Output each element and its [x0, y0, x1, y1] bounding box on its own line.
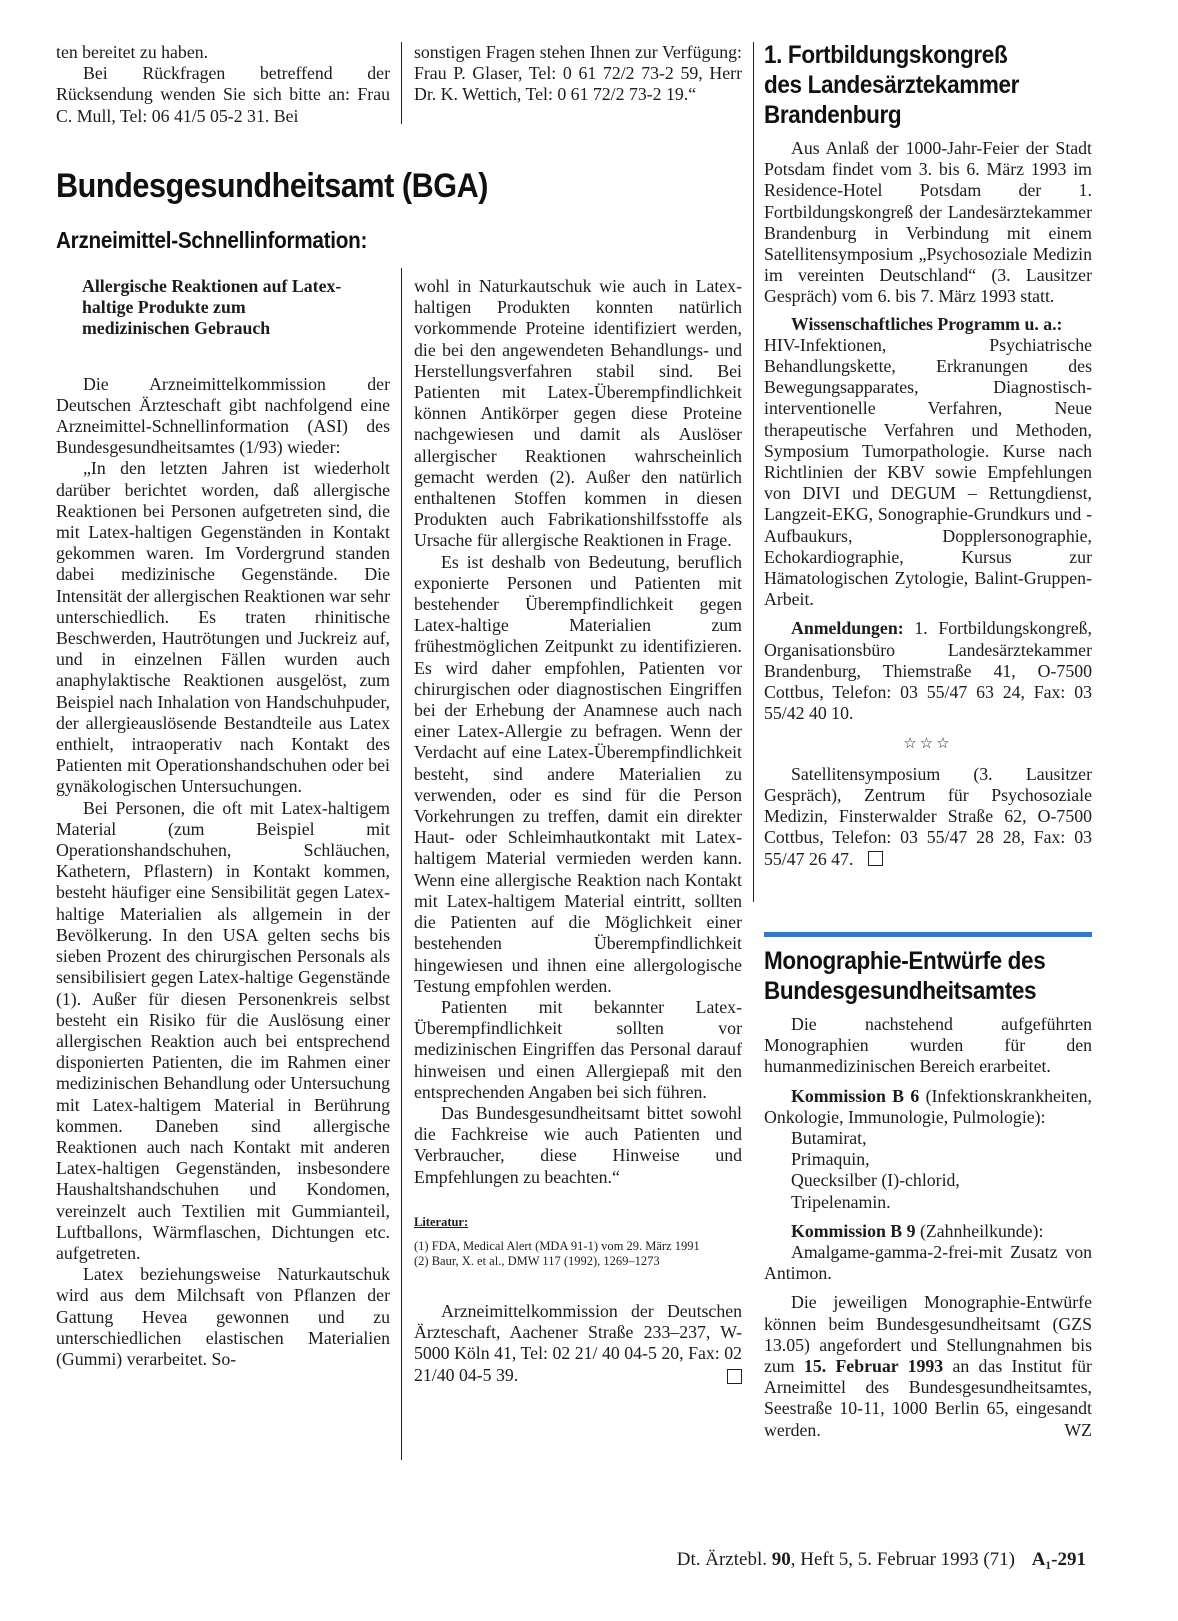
literatur-label: Literatur:: [414, 1214, 469, 1229]
page-footer: [677, 1548, 1086, 1572]
top-left-column: [56, 42, 390, 127]
mono-b6-item: Butamirat,: [791, 1128, 867, 1149]
mono-b9-text: (Zahnheilkunde):: [919, 1220, 1044, 1241]
kongress-satellit-text: Satellitensymposium (3. Lausitzer Gespräch), Zentrum für Psychosoziale Medizin, Finsterwalder Straße 62, O-7500 Cottbus, Telefon: 03 55/47 28 28, Fax: 03 55/47 26 47.: [764, 763, 1092, 869]
mono-closing: [764, 1292, 1092, 1440]
bga-column-1: [56, 276, 390, 1370]
kongress-intro: Aus Anlaß der 1000-Jahr-Feier der Stadt Potsdam findet vom 3. bis 6. März 1993 im Residence-Hotel Potsdam der 1. Fortbildungskongreß der Landesärztekammer Brandenburg in Verbindung mit einem Satellitensymposium „Psychosoziale Medizin im vereinten Deutschland“ (3. Lausitzer Gespräch) vom 6. bis 7. März 1993 statt.: [764, 138, 1092, 307]
kongress-program: [764, 314, 1092, 611]
column-divider: [401, 268, 402, 1460]
mono-closing-text: Die jeweiligen Monographie-Entwürfe können beim Bundesgesundheitsamt (GZS 13.05) angefordert und Stellungnahmen bis zum: [764, 1292, 1092, 1377]
bga-paragraph: Patienten mit bekannter Latex-Überempfindlichkeit sollten vor medizinischen Eingriffen das Personal darauf hinweisen und einen Allergiepaß mit den entsprechenden Angaben bei sich führen.: [414, 996, 742, 1102]
author-initials: WZ: [1064, 1419, 1092, 1440]
column-divider: [401, 42, 402, 124]
mono-b6-item: Tripelenamin.: [791, 1191, 891, 1212]
end-of-article-square-icon: [868, 851, 883, 866]
kongress-article: [764, 40, 1092, 870]
end-of-article-square-icon: [727, 1369, 742, 1384]
bga-title: Bundesgesundheitsamt (BGA): [56, 167, 489, 205]
bga-signoff: [414, 1301, 742, 1386]
mono-title: Monographie-Entwürfe des Bundesgesundheitsamtes: [764, 947, 1046, 1005]
mono-b6: [764, 1086, 1092, 1128]
mono-article: [764, 946, 1092, 1441]
top-right-column: [414, 42, 742, 106]
mono-closing-text: an das Institut für Arneimittel des Bundesgesundheitsamtes, Seestraße 10-11, 1000 Berlin 65, eingesandt werden.: [764, 1356, 1092, 1440]
bga-paragraph: Bei Personen, die oft mit Latex-haltigem Material (zum Beispiel mit Operationshandschuhen, Schläuchen, Kathetern, Pflastern) in Kontakt kommen, besteht häufiger eine Sensibilität gegen Latex-haltige Materialien als allgemein in der Bevölkerung. In den USA gelten sechs bis sieben Prozent des chirurgischen Personals als sensibilisiert gegen Latex-haltige Gegenstände (1). Außer für diesen Personenkreis selbst besteht ein Risiko für die Auslösung einer allergischen Reaktion auch bei entsprechend disponierten Patienten, die im Rahmen einer medizinischen Behandlung oder Untersuchung mit Latex-haltigem Material in Berührung kommen. Daneben sind allergische Reaktionen auch nach Kontakt mit anderen Latex-haltigen Gegenständen, insbesondere Haushaltshandschuhen und Kondomen, vereinzelt auch Textilien mit Gummianteil, Luftballons, Wärmflaschen, Dichtungen etc. aufgetreten.: [56, 797, 390, 1263]
mono-b6-text: (Infektionskrankheiten, Onkologie, Immunologie, Pulmologie):: [764, 1085, 1092, 1127]
mono-b6-item: Quecksilber (I)-chlorid,: [791, 1170, 960, 1191]
literatur-item: (2) Baur, X. et al., DMW 117 (1992), 1269–1273: [414, 1253, 660, 1268]
bga-column-2: [414, 276, 742, 1386]
top-left-paragraph: Bei Rückfragen betreffend der Rücksendung wenden Sie sich bitte an: Frau C. Mull, Tel: 06 41/5 05-2 31. Bei: [56, 63, 390, 126]
kongress-anmeldung-text: 1. Fortbildungskongreß, Organisationsbüro Landesärztekammer Brandenburg, Thiemstraße 41, O-7500 Cottbus, Telefon: 03 55/47 63 24, Fax: 03 55/42 40 10.: [764, 618, 1092, 724]
kongress-program-label: Wissenschaftliches Programm u. a.:: [791, 313, 1063, 334]
mono-b9-label: Kommission B 9: [791, 1220, 916, 1241]
bga-subtitle: Arzneimittel-Schnellinformation:: [56, 227, 368, 253]
separator-stars: ☆☆☆: [903, 736, 953, 753]
mono-b9: [764, 1221, 1092, 1242]
kongress-anmeldung-label: Anmeldungen:: [791, 618, 904, 639]
bga-paragraph: wohl in Naturkautschuk wie auch in Latex-haltigen Produkten konnten natürlich vorkommende Proteine identifiziert werden, die bei den angewendeten Behandlungs- und Herstellungsverfahren stabil sind. Bei Patienten mit Latex-Überempfindlichkeit können Antikörper gegen diese Proteine nachgewiesen und damit als Auslöser allergischer Reaktionen wahrscheinlich gemacht werden (2). Außer den natürlich enthaltenen Stoffen kommen in diesen Produkten auch Fabrikationshilfsstoffe als Ursache für allergische Reaktionen in Frage.: [414, 276, 742, 551]
footer-journal: Dt. Ärztebl.: [676, 1549, 767, 1570]
blue-rule: [764, 932, 1092, 937]
bga-lead: Allergische Reaktionen auf Latex-haltige Produkte zum medizinischen Gebrauch: [82, 276, 342, 339]
mono-closing-date: 15. Februar 1993: [803, 1356, 944, 1377]
bga-signoff-text: Arzneimittelkommission der Deutschen Ärzteschaft, Aachener Straße 233–237, W-5000 Köln 41, Tel: 02 21/ 40 04-5 20, Fax: 02 21/40 04-5 39.: [414, 1300, 742, 1385]
footer-issue: , Heft 5, 5. Februar 1993 (71): [790, 1549, 1015, 1570]
top-right-paragraph: sonstigen Fragen stehen Ihnen zur Verfügung: Frau P. Glaser, Tel: 0 61 72/2 73-2 59, Herr Dr. K. Wettich, Tel: 0 61 72/2 73-2 19.“: [414, 42, 742, 105]
kongress-anmeldung: [764, 618, 1092, 724]
kongress-title: 1. Fortbildungskongreß des Landesärztekammer Brandenburg: [764, 41, 1020, 129]
literatur-item: (1) FDA, Medical Alert (MDA 91-1) vom 29. März 1991: [414, 1238, 700, 1253]
mono-b6-label: Kommission B 6: [791, 1085, 920, 1106]
kongress-program-text: HIV-Infektionen, Psychiatrische Behandlungskette, Erkranungen des Bewegungsapparates, Diagnostisch-interventionelle Verfahren, Neue therapeutische Verfahren und Methoden, Symposium Tumorpathologie. Kurse nach Richtlinien der KBV sowie Empfehlungen von DIVI und DEGUM – Rettungdienst, Langzeit-EKG, Sonographie-Grundkurs und -Aufbaukurs, Dopplersonographie, Echokardiographie, Kursus zur Hämatologischen Zytologie, Balint-Gruppen-Arbeit.: [764, 334, 1092, 610]
bga-paragraph: „In den letzten Jahren ist wiederholt darüber berichtet worden, daß allergische Reaktionen bei Personen aufgetreten sind, die mit Latex-haltigen Gegenständen in Kontakt gekommen waren. Im Vordergrund standen dabei medizinische Gegenstände. Die Intensität der allergischen Reaktionen war sehr unterschiedlich. Es traten rhinitische Beschwerden, Hautrötungen und Juckreiz auf, und in einzelnen Fällen wurden auch anaphylaktische Reaktionen ausgelöst, zum Beispiel nach Inhalation von Handschuhpuder, der allergieauslösende Bestandteile aus Latex enthielt, intraoperativ nach Kontakt des Patienten mit Operationshandschuhen oder bei gynäkologischen Untersuchungen.: [56, 458, 390, 797]
footer-page: A₁-291: [1031, 1549, 1086, 1570]
kongress-satellit: [764, 764, 1092, 870]
top-left-line: ten bereitet zu haben.: [56, 42, 209, 62]
bga-paragraph: Latex beziehungsweise Naturkautschuk wird aus dem Milchsaft von Pflanzen der Gattung Hevea gewonnen und zu unterschiedlichen elastischen Materialien (Gummi) verarbeitet. So-: [56, 1264, 390, 1369]
mono-b6-item: Primaquin,: [791, 1149, 870, 1170]
bga-paragraph: Das Bundesgesundheitsamt bittet sowohl die Fachkreise wie auch Patienten und Verbraucher, diese Hinweise und Empfehlungen zu beachten.“: [414, 1102, 742, 1187]
footer-volume: 90: [771, 1549, 791, 1570]
bga-paragraph: Es ist deshalb von Bedeutung, beruflich exponierte Personen und Patienten mit bestehender Überempfindlichkeit gegen Latex-haltige Materialien zum frühestmöglichen Zeitpunkt zu identifizieren. Es wird daher empfohlen, Patienten vor chirurgischen oder diagnostischen Eingriffen bei der Erhebung der Anamnese auch nach einer Latex-Allergie zu befragen. Wenn der Verdacht auf eine Latex-Überempfindlichkeit besteht, sind andere Materialien zu verwenden, oder es sind für die Person Vorkehrungen zu treffen, damit ein direkter Haut- oder Schleimhautkontakt mit Latex-haltigem Material vermieden werden kann. Wenn eine allergische Reaktion nach Kontakt mit Latex-haltigem Material eintritt, sollten die Patienten auf die Möglichkeit einer bestehenden Überempfindlichkeit hingewiesen und ihnen eine allergologische Testung empfohlen werden.: [414, 551, 742, 996]
column-divider: [753, 42, 754, 902]
bga-paragraph: Die Arzneimittelkommission der Deutschen Ärzteschaft gibt nachfolgend eine Arzneimittel-Schnellinformation (ASI) des Bundesgesundheitsamtes (1/93) wieder:: [56, 373, 390, 458]
mono-intro: Die nachstehend aufgeführten Monographien wurden für den humanmedizinischen Bereich erarbeitet.: [764, 1014, 1092, 1077]
mono-b9-item: Amalgame-gamma-2-frei-mit Zusatz von Antimon.: [764, 1242, 1092, 1284]
